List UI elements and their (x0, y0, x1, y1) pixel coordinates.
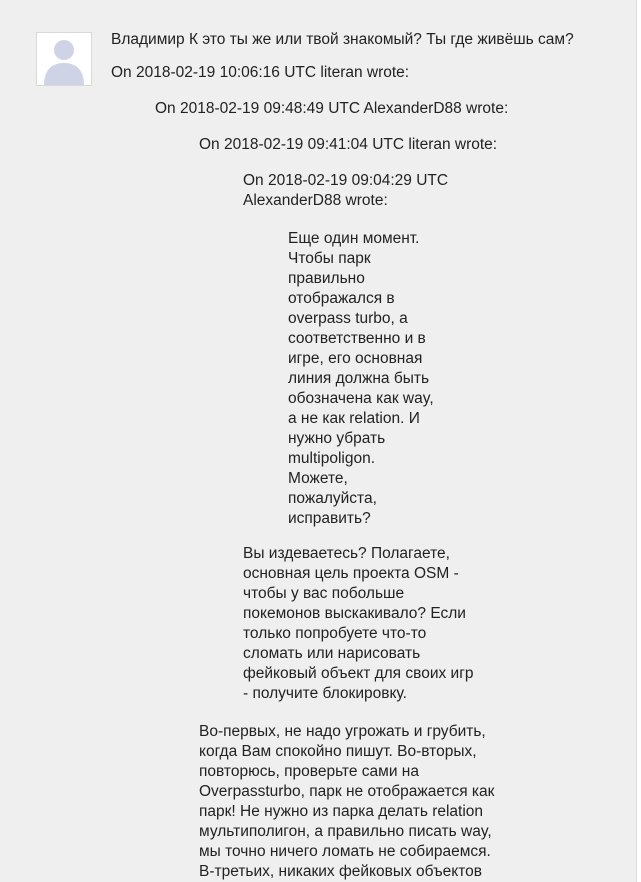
quote-line: правильно (288, 270, 365, 287)
quote-line: когда Вам спокойно пишут. Во-вторых, (199, 743, 477, 760)
quote-body-4 (288, 229, 434, 529)
post-text: Владимир К это ты же или твой знакомый? Ты где живёшь сам? (111, 31, 574, 48)
quote-line: Еще один момент. (288, 230, 420, 247)
quote-line: мы точно ничего ломать не собираемся. (199, 843, 491, 860)
quote-line: В-третьих, никаких фейковых объектов (199, 863, 483, 880)
user-avatar-icon[interactable] (36, 32, 92, 86)
quote-line: покемонов выскакивало? Если (243, 605, 466, 622)
quote-line: сломать или нарисовать (243, 645, 421, 662)
quote-line: Вы издеваетесь? Полагаете, (243, 545, 450, 562)
quote-line: - получите блокировку. (243, 685, 407, 702)
quote-line: multipoligon. (288, 450, 376, 467)
quote-line: соответственно и в (288, 330, 426, 347)
quote-line: Overpassturbo, парк не отображается как (199, 783, 495, 800)
quote-line: основная цель проекта OSM - (243, 565, 459, 582)
quote-line: фейковый объект для своих игр (243, 665, 474, 682)
quote-line: пожалуйста, (288, 490, 377, 507)
quote-header-2: On 2018-02-19 09:48:49 UTC AlexanderD88 wrote: (155, 100, 509, 117)
quote-line: игре, его основная (288, 350, 423, 367)
quote-header-1: On 2018-02-19 10:06:16 UTC literan wrote: (111, 64, 410, 81)
quote-line: повторюсь, проверьте сами на (199, 763, 419, 780)
quote-line: обозначена как way, (288, 390, 434, 407)
quote-body-2 (199, 722, 494, 882)
quote-header-3: On 2018-02-19 09:41:04 UTC literan wrote: (199, 136, 498, 153)
quote-line: а не как relation. И (288, 410, 420, 427)
quote-line: Чтобы парк (288, 250, 371, 267)
quote-line: мультиполигон, а правильно писать way, (199, 823, 492, 840)
quote-line: overpass turbo, а (288, 310, 408, 327)
quote-line: нужно убрать (288, 430, 386, 447)
quote-line: парк! Не нужно из парка делать relation (199, 803, 484, 820)
quote-line: отображался в (288, 290, 395, 307)
quote-header-4-line2: AlexanderD88 wrote: (243, 192, 388, 209)
quote-line: только попробуете что-то (243, 625, 427, 642)
quote-line: линия должна быть (288, 370, 430, 387)
quote-line: чтобы у вас побольше (243, 585, 405, 602)
quote-line: Во-первых, не надо угрожать и грубить, (199, 723, 486, 740)
quote-header-4-line1: On 2018-02-19 09:04:29 UTC (243, 172, 449, 189)
quote-line: исправить? (288, 510, 371, 527)
quote-body-3 (243, 544, 473, 704)
quote-line: Можете, (288, 470, 348, 487)
